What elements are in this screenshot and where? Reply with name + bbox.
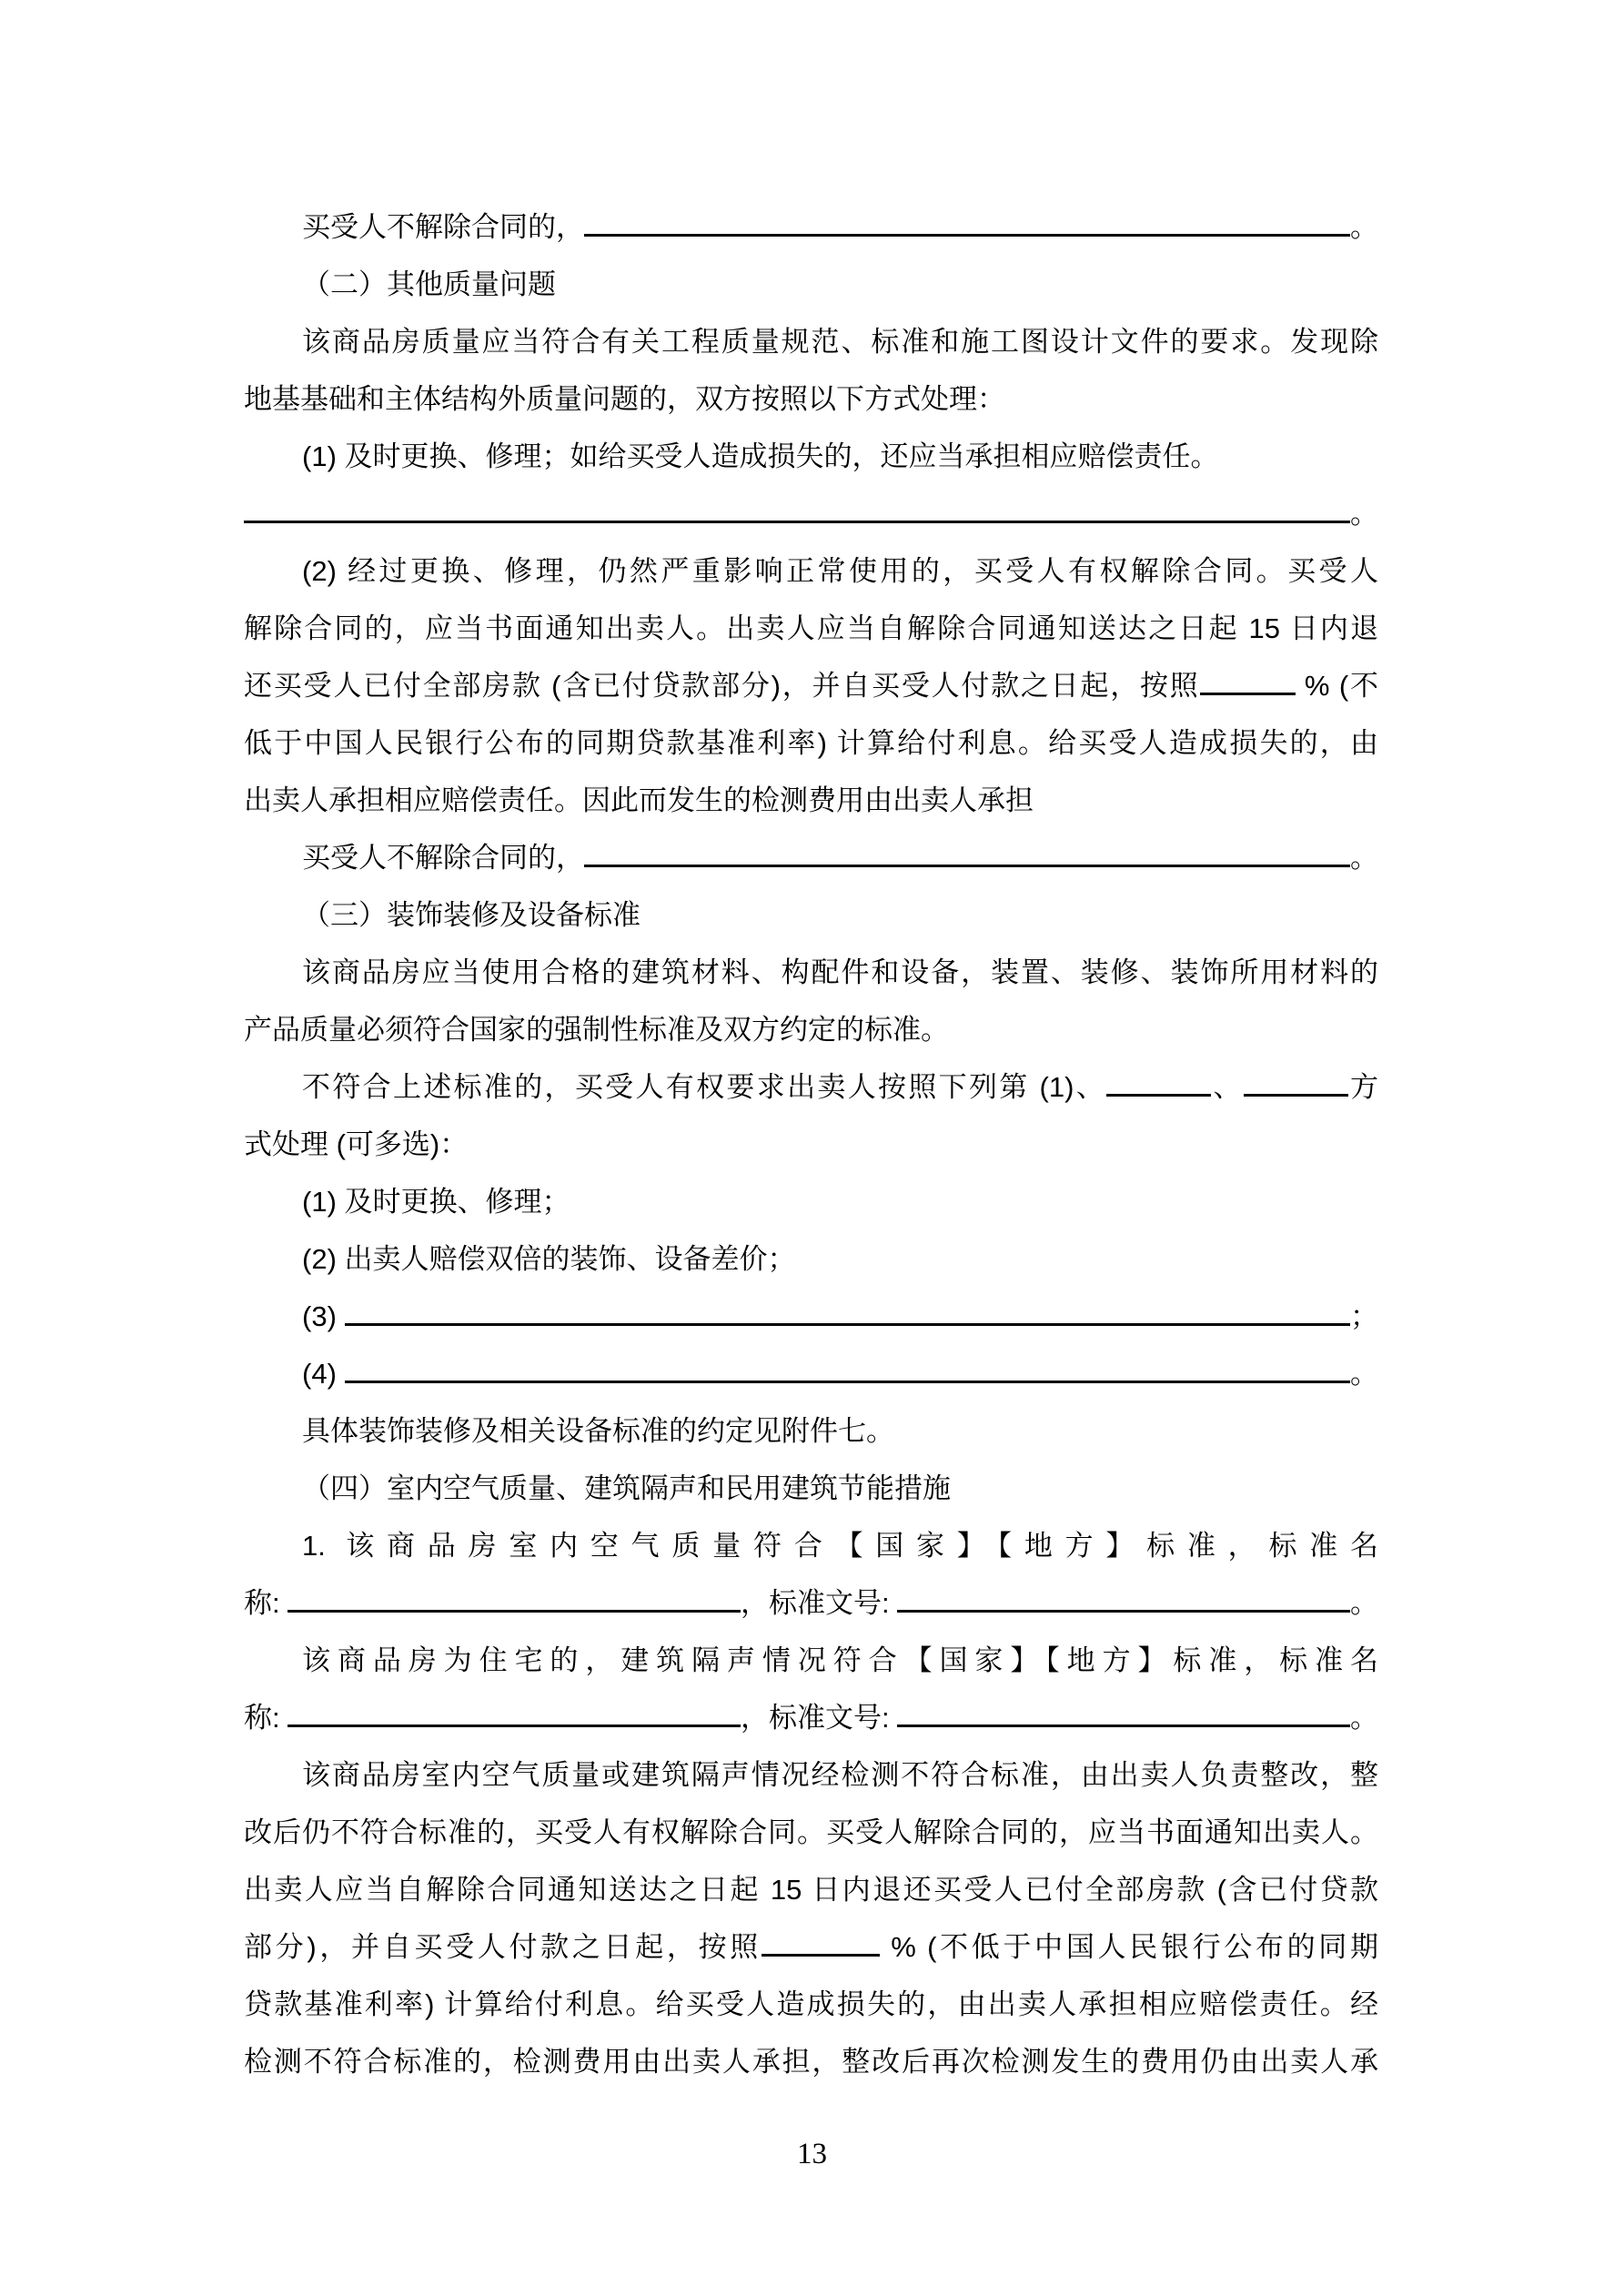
fill-in-blank	[897, 1701, 1350, 1727]
contract-line	[244, 428, 1378, 485]
contract-text: % (不	[1295, 670, 1378, 702]
contract-text: 买受人不解除合同的，	[302, 842, 584, 874]
contract-text: 。	[1350, 1587, 1378, 1619]
contract-line	[244, 1976, 1378, 2033]
contract-text: 出卖人应当自解除合同通知送达之日起 15 日内退还买受人已付全部房款 (含已付贷款	[244, 1874, 1378, 1906]
contract-line	[244, 1402, 1378, 1460]
contract-line	[244, 313, 1378, 370]
contract-line	[244, 714, 1378, 772]
contract-text: 还买受人已付全部房款 (含已付贷款部分)，并自买受人付款之日起，按照	[244, 670, 1200, 702]
fill-in-blank	[897, 1586, 1350, 1613]
fill-in-blank	[1106, 1070, 1211, 1097]
fill-in-blank	[287, 1586, 741, 1613]
fill-in-blank	[244, 497, 1350, 523]
contract-text: 。	[1350, 1358, 1378, 1390]
contract-line	[244, 256, 1378, 313]
contract-line	[244, 1918, 1378, 1976]
contract-line	[244, 198, 1378, 256]
contract-text: (3)	[302, 1300, 345, 1332]
contract-text: (2) 经过更换、修理，仍然严重影响正常使用的，买受人有权解除合同。买受人	[302, 555, 1378, 587]
contract-text: 1. 该商品房室内空气质量符合【国家】【地方】标准，标准名	[302, 1530, 1378, 1562]
contract-text: 出卖人承担相应赔偿责任。因此而发生的检测费用由出卖人承担	[244, 784, 1034, 816]
contract-text: % (不低于中国人民银行公布的同期	[879, 1931, 1378, 1963]
fill-in-blank	[584, 210, 1350, 237]
contract-text: 称:	[244, 1587, 288, 1619]
contract-line	[244, 1746, 1378, 1804]
fill-in-blank	[287, 1701, 741, 1727]
fill-in-blank	[584, 841, 1350, 867]
contract-text: (1) 及时更换、修理；如给买受人造成损失的，还应当承担相应赔偿责任。	[302, 440, 1219, 472]
page-number: 13	[797, 2138, 827, 2170]
contract-line	[244, 944, 1378, 1001]
contract-text: 地基基础和主体结构外质量问题的，双方按照以下方式处理：	[244, 383, 1005, 415]
contract-text: （二）其他质量问题	[302, 268, 556, 300]
contract-line	[244, 1689, 1378, 1746]
contract-line	[244, 1804, 1378, 1861]
contract-line	[244, 600, 1378, 657]
contract-text: 该商品房质量应当符合有关工程质量规范、标准和施工图设计文件的要求。发现除	[302, 326, 1378, 358]
fill-in-blank	[1244, 1070, 1348, 1097]
fill-in-blank	[1200, 669, 1296, 695]
contract-line	[244, 370, 1378, 428]
contract-text: 低于中国人民银行公布的同期贷款基准利率) 计算给付利息。给买受人造成损失的，由	[244, 727, 1378, 759]
contract-text: (2) 出卖人赔偿双倍的装饰、设备差价；	[302, 1243, 796, 1275]
contract-line	[244, 1861, 1378, 1918]
contract-text: 方	[1347, 1071, 1378, 1103]
contract-line	[244, 1288, 1378, 1345]
contract-text: 。	[1350, 842, 1378, 874]
contract-text: ；	[1350, 1300, 1378, 1332]
contract-line	[244, 1345, 1378, 1402]
contract-line	[244, 2033, 1378, 2090]
contract-text: 检测不符合标准的，检测费用由出卖人承担，整改后再次检测发生的费用仍由出卖人承	[244, 2046, 1378, 2078]
contract-text: 该商品房为住宅的，建筑隔声情况符合【国家】【地方】标准，标准名	[302, 1644, 1378, 1676]
fill-in-blank	[345, 1300, 1351, 1326]
contract-text: 式处理 (可多选)：	[244, 1128, 469, 1160]
contract-text: 。	[1350, 498, 1378, 530]
contract-text: 。	[1350, 1702, 1378, 1734]
contract-text: 。	[1350, 211, 1378, 243]
contract-text: 产品质量必须符合国家的强制性标准及双方约定的标准。	[244, 1014, 949, 1046]
contract-line	[244, 542, 1378, 600]
contract-line	[244, 1230, 1378, 1288]
contract-line	[244, 1632, 1378, 1689]
contract-line	[244, 1574, 1378, 1632]
contract-text: 不符合上述标准的，买受人有权要求出卖人按照下列第 (1)、	[302, 1071, 1107, 1103]
fill-in-blank	[345, 1357, 1351, 1383]
contract-text: ，标准文号:	[741, 1587, 898, 1619]
contract-text: 部分)，并自买受人付款之日起，按照	[244, 1931, 762, 1963]
contract-line	[244, 1517, 1378, 1574]
contract-text: 该商品房应当使用合格的建筑材料、构配件和设备，装置、装修、装饰所用材料的	[302, 956, 1378, 988]
contract-line	[244, 829, 1378, 886]
contract-line	[244, 1116, 1378, 1173]
contract-text: (1) 及时更换、修理；	[302, 1186, 570, 1218]
contract-text: 改后仍不符合标准的，买受人有权解除合同。买受人解除合同的，应当书面通知出卖人。	[244, 1816, 1378, 1848]
contract-text: 该商品房室内空气质量或建筑隔声情况经检测不符合标准，由出卖人负责整改，整	[302, 1759, 1378, 1791]
contract-text: 买受人不解除合同的，	[302, 211, 584, 243]
contract-line	[244, 485, 1378, 542]
contract-text: 具体装饰装修及相关设备标准的约定见附件七。	[302, 1415, 894, 1447]
contract-text: （四）室内空气质量、建筑隔声和民用建筑节能措施	[302, 1472, 951, 1504]
contract-line	[244, 1173, 1378, 1230]
contract-text: 贷款基准利率) 计算给付利息。给买受人造成损失的，由出卖人承担相应赔偿责任。经	[244, 1988, 1378, 2020]
contract-line	[244, 1001, 1378, 1058]
contract-text: ，标准文号:	[741, 1702, 898, 1734]
contract-line	[244, 1058, 1378, 1116]
contract-text: 、	[1211, 1071, 1244, 1103]
contract-line	[244, 657, 1378, 714]
contract-line	[244, 886, 1378, 944]
contract-text: 解除合同的，应当书面通知出卖人。出卖人应当自解除合同通知送达之日起 15 日内退	[244, 612, 1378, 644]
contract-text: (4)	[302, 1358, 345, 1390]
contract-line	[244, 772, 1378, 829]
fill-in-blank	[762, 1930, 880, 1957]
contract-text: 称:	[244, 1702, 288, 1734]
contract-text: （三）装饰装修及设备标准	[302, 899, 641, 931]
contract-line	[244, 1460, 1378, 1517]
